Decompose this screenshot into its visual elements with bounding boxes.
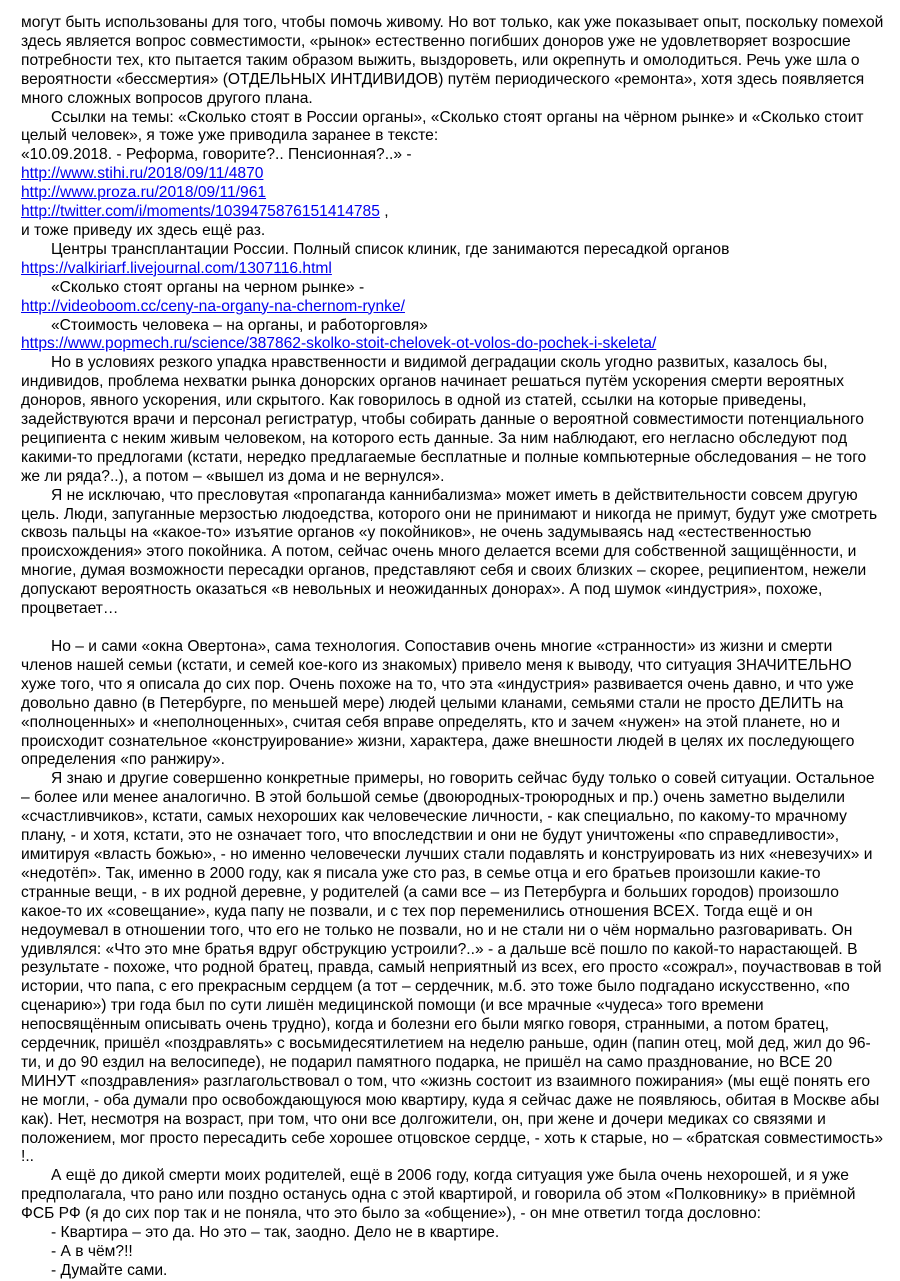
paragraph: Но в условиях резкого упадка нравственности и видимой деградации сколь угодно развитых, казалось бы, индивидов, проблема нехватки рынка донорских органов начинает решаться путём ускорения смерти вероятных доноров, явного ускорения, или скрытого. Как говорилось в одной из статей, ссылки на которые приведены, задействуются врачи и персонал регистратур, чтобы собирать данные о вероятной совместимости потенциального реципиента с неким живым человеком, на которого есть данные. За ним наблюдают, его негласно обследуют под какими-то предлогами (кстати, нередко предлагаемые бесплатные и полные компьютерные обследования – не того же ли ряда?..), а потом – «вышел из дома и не вернулся».: [21, 354, 867, 485]
paragraph: «Стоимость человека – на органы, и работорговля»: [51, 316, 428, 334]
paragraph: и тоже приведу их здесь ещё раз.: [21, 221, 266, 239]
paragraph: Центры трансплантации России. Полный список клиник, где занимаются пересадкой органов: [51, 240, 730, 258]
link-suffix: ,: [379, 203, 389, 221]
link-livejournal[interactable]: https://valkiriarf.livejournal.com/1307116.html: [21, 259, 332, 277]
link-videoboom[interactable]: http://videoboom.cc/ceny-na-organy-na-chernom-rynke/: [21, 297, 405, 315]
paragraph: А ещё до дикой смерти моих родителей, ещё в 2006 году, когда ситуация уже была очень нехорошей, и я уже предполагала, что рано или поздно останусь одна с этой квартирой, и говорила об этом «Полковнику» в приёмной ФСБ РФ (я до сих пор так и не поняла, что это было за «общение»), - он мне ответил тогда дословно:: [21, 1167, 856, 1223]
link-popmech[interactable]: https://www.popmech.ru/science/387862-skolko-stoit-chelovek-ot-volos-do-pochek-i-skeleta/: [21, 335, 657, 353]
link-line: [21, 203, 885, 222]
link-line: [21, 260, 885, 279]
dialogue-line: - Думайте сами.: [51, 1261, 168, 1279]
paragraph: Но – и сами «окна Овертона», сама технология. Сопоставив очень многие «странности» из жизни и смерти членов нашей семьи (кстати, и семей кое-кого из знакомых) привело меня к выводу, что ситуация ЗНАЧИТЕЛЬНО хуже того, что я описала до сих пор. Очень похоже на то, что эта «индустрия» развивается очень давно, и что уже довольно давно (в Петербурге, по меньшей мере) людей целыми кланами, семьями стали не просто ДЕЛИТЬ на «полноценных» и «неполноценных», считая себя вправе определять, кто и зачем «нужен» на этой планете, но и происходит сознательное «конструирование» жизни, характера, даже внешности людей в целях их последующего определения «по ранжиру».: [21, 638, 855, 769]
paragraph: Я не исключаю, что пресловутая «пропаганда каннибализма» может иметь в действительности совсем другую цель. Люди, запуганные мерзостью людоедства, которого они не принимают и никогда не примут, будут уже смотреть сквозь пальцы на «какое-то» изъятие органов «у покойников», не очень задумываясь над «естественностью происхождения» этого покойника. А потом, сейчас очень много делается всеми для собственной защищённости, и многие, думая возможности пересадки органов, представляют себя и своих близких – скорее, реципиентом, нежели допускают вероятность оказаться «в невольных и неожиданных донорах». А под шумок «индустрия», похоже, процветает…: [21, 486, 878, 618]
dialogue-line: - Квартира – это да. Но это – так, заодно. Дело не в квартире.: [51, 1224, 500, 1242]
link-line: [21, 335, 885, 354]
link-line: [21, 165, 885, 184]
document-page: [21, 14, 885, 1281]
link-stihi[interactable]: http://www.stihi.ru/2018/09/11/4870: [21, 165, 264, 183]
link-proza[interactable]: http://www.proza.ru/2018/09/11/961: [21, 184, 267, 202]
blank-line: [21, 619, 885, 638]
link-line: [21, 298, 885, 317]
paragraph: Я знаю и другие совершенно конкретные примеры, но говорить сейчас буду только о совей ситуации. Остальное – более или менее аналогично. В этой большой семье (двоюродных-троюродных и пр.) очень заметно выделили «счастливчиков», кстати, самых нехороших как человеческие личности, - как специально, по какому-то мрачному плану, - и хотя, кстати, это не означает того, что впоследствии и они не будут уничтожены «по справедливости», имитируя «власть божью», - но именно человечески лучших стали подавлять и конструировать из них «невезучих» и «недотёп». Так, именно в 2000 году, как я писала уже сто раз, в семье отца и его братьев произошли какие-то странные вещи, - в их родной деревне, у родителей (а сами все – из Петербурга и больших городов) произошло какое-то их «совещание», куда папу не позвали, и с тех пор переменились отношения ВСЕХ. Тогда ещё и он недоумевал в отношении того, что его не только не позвали, но и не стали ни о чём нормально разговаривать. Он удивлялся: «Что это мне братья вдруг обструкцию устроили?..» - а дальше всё пошло по какой-то нарастающей. В результате - похоже, что родной братец, правда, самый неприятный из всех, его просто «сожрал», поучаствовав в той истории, что папа, с его прекрасным сердцем (а тот – сердечник, м.б. это тоже было подгадано искусственно, «по сценарию») три года был по сути лишён медицинской помощи (и все мрачные «чудеса» того времени непосвящённым описывать очень трудно), когда и болезни его были мягко говоря, странными, а потом братец, сердечник, пришёл «поздравлять» с восьмидесятилетием на неделю раньше, один (папин отец, мой дед, жил до 96-ти, и до 90 ездил на велосипеде), не подарил памятного подарка, не пришёл на само празднование, но ВСЕ 20 МИНУТ «поздравления» разглагольствовал о том, что «жизнь состоит из взаимного пожирания» (мы ещё понять его не могли, - оба думали про освобождающуюся мою квартиру, куда я сейчас даже не появляюсь, обитая в Москве абы как). Нет, несмотря на возраст, при том, что они все долгожители, он, при жене и дочери медиках со связями и положением, мог просто пересадить себе хорошее отцовское сердце, - хоть к старые, но – «братская совместимость» !..: [21, 770, 884, 1166]
link-twitter[interactable]: http://twitter.com/i/moments/1039475876151414785: [21, 203, 380, 221]
paragraph: «10.09.2018. - Реформа, говорите?.. Пенсионная?..» -: [21, 146, 412, 164]
link-line: [21, 184, 885, 203]
dialogue-line: - А в чём?!!: [51, 1243, 133, 1260]
paragraph: могут быть использованы для того, чтобы помочь живому. Но вот только, как уже показывает опыт, поскольку помехой здесь является вопрос совместимости, «рынок» естественно погибших доноров уже не удовлетворяет возросшие потребности тех, кто пытается таким образом выжить, выздороветь, или окрепнуть и омолодиться. Речь уже шла о вероятности «бессмертия» (ОТДЕЛЬНЫХ ИНТДИВИДОВ) путём периодического «ремонта», хотя здесь появляется много сложных вопросов другого плана.: [21, 14, 884, 107]
paragraph: «Сколько стоят органы на черном рынке» -: [51, 278, 365, 296]
paragraph: Ссылки на темы: «Сколько стоят в России органы», «Сколько стоят органы на чёрном рынке» и «Сколько стоит целый человек», я тоже уже приводила заранее в тексте:: [21, 108, 864, 145]
